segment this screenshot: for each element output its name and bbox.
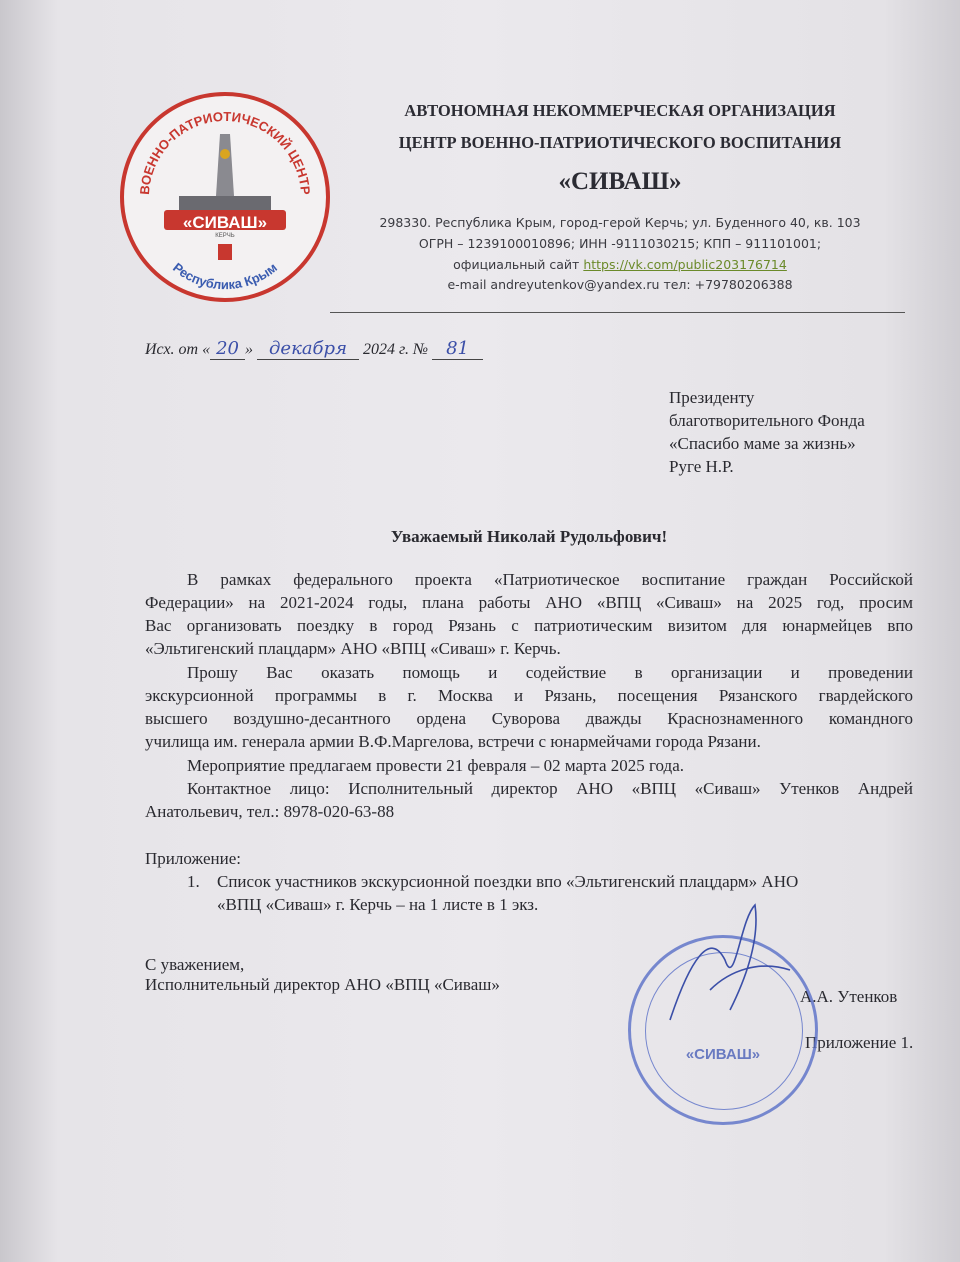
body-line: высшего воздушно-десантного ордена Суворова дважды Краснознаменного командного	[145, 709, 913, 728]
body-line: Вас организовать поездку в город Рязань с патриотическим визитом для юнармейцев впо	[145, 616, 913, 635]
header-divider	[330, 312, 905, 313]
salutation: Уважаемый Николай Рудольфович!	[390, 527, 668, 546]
recipient-block: Президенту благотворительного Фонда «Спасибо маме за жизнь» Руге Н.Р.	[669, 388, 865, 476]
body-line: Прошу Вас оказать помощь и содействие в организации и проведении	[187, 663, 913, 682]
logo-region: Республика Крым	[170, 259, 280, 293]
body-line: Контактное лицо: Исполнительный директор АНО «ВПЦ «Сиваш» Утенков Андрей	[187, 779, 913, 798]
outgoing-number: Исх. от « 20 » декабря 2024 г. № 81	[145, 338, 483, 359]
closing-position: Исполнительный директор АНО «ВПЦ «Сиваш»	[145, 975, 500, 994]
attachment-item: Список участников экскурсионной поездки впо «Эльтигенский плацдарм» АНО	[217, 872, 799, 891]
signer-name: А.А. Утенков	[800, 987, 898, 1006]
appendix-note: Приложение 1.	[805, 1033, 914, 1052]
org-site: официальный сайт https://vk.com/public203176714	[453, 257, 787, 272]
logo-ring-text: ВОЕННО-ПАТРИОТИЧЕСКИЙ ЦЕНТР	[136, 108, 314, 196]
org-contacts: e-mail andreyutenkov@yandex.ru тел: +79780206388	[447, 277, 793, 292]
svg-text:Республика Крым	[170, 260, 280, 292]
body-line: В рамках федерального проекта «Патриотическое воспитание граждан Российской	[187, 570, 913, 589]
org-ids: ОГРН – 1239100010896; ИНН -9111030215; КПП – 911101001;	[418, 236, 822, 251]
org-name: «СИВАШ»	[558, 168, 682, 195]
attachment-label: Приложение:	[145, 849, 241, 868]
signature	[650, 900, 800, 1040]
attachment-number: 1.	[187, 872, 200, 891]
body-line: училища им. генерала армии В.Ф.Маргелова, встречи с юнармейчами города Рязани.	[145, 732, 761, 751]
site-link[interactable]: https://vk.com/public203176714	[583, 257, 787, 272]
logo-city: КЕРЧЬ	[215, 233, 235, 239]
attachment-item-cont: «ВПЦ «Сиваш» г. Керчь – на 1 листе в 1 экз.	[217, 895, 539, 914]
body-line: Мероприятие предлагаем провести 21 февраля – 02 марта 2025 года.	[187, 756, 684, 775]
closing-regards: С уважением,	[145, 955, 245, 974]
org-address: 298330. Республика Крым, город-герой Керчь; ул. Буденного 40, кв. 103	[379, 215, 861, 230]
body-line: экскурсионной программы в г. Москва и Рязань, посещения Рязанского гвардейского	[145, 686, 913, 705]
organization-logo	[120, 92, 330, 302]
logo-name: «СИВАШ»	[182, 213, 268, 232]
stamp-text: «СИВАШ»	[685, 1046, 761, 1063]
org-center: ЦЕНТР ВОЕННО-ПАТРИОТИЧЕСКОГО ВОСПИТАНИЯ	[398, 133, 842, 152]
body-line: Федерации» на 2021-2024 годы, плана работы АНО «ВПЦ «Сиваш» на 2025 год, просим	[145, 593, 913, 612]
body-line: «Эльтигенский плацдарм» АНО «ВПЦ «Сиваш» г. Керчь.	[145, 639, 561, 658]
body-line: Анатольевич, тел.: 8978-020-63-88	[145, 802, 395, 821]
org-type: АВТОНОМНАЯ НЕКОММЕРЧЕСКАЯ ОРГАНИЗАЦИЯ	[404, 101, 836, 120]
